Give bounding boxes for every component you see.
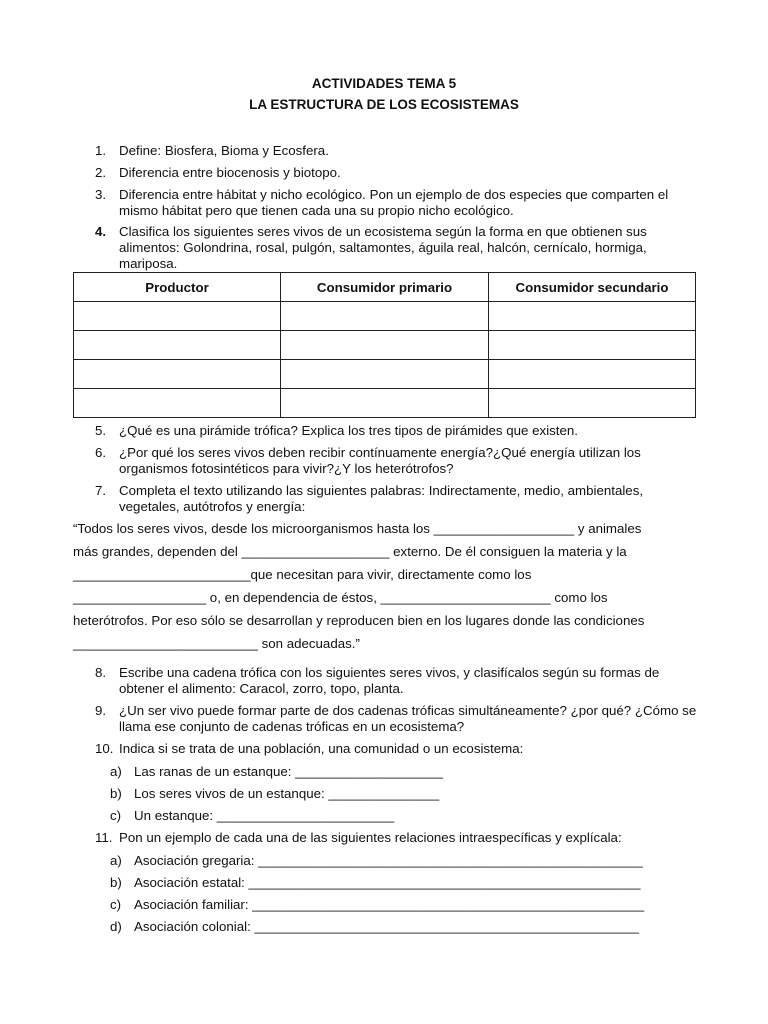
question-text: Define: Biosfera, Bioma y Ecosfera. xyxy=(119,143,329,158)
table-cell[interactable] xyxy=(281,360,489,389)
table-header-row xyxy=(74,273,696,302)
fill-text-line: _________________________ son adecuadas.” xyxy=(73,636,360,651)
table-cell[interactable] xyxy=(281,389,489,418)
page-subtitle: LA ESTRUCTURA DE LOS ECOSISTEMAS xyxy=(249,97,519,112)
option-text: Asociación colonial: ____________________________________________________ xyxy=(134,919,640,934)
question-text: Diferencia entre hábitat y nicho ecológico. Pon un ejemplo de dos especies que comparten el mismo hábitat pero que tienen cada una su propio nicho ecológico. xyxy=(119,187,669,218)
fill-text-line: ________________________que necesitan para vivir, directamente como los xyxy=(73,567,532,582)
q11-option-d xyxy=(110,919,710,935)
option-text: Las ranas de un estanque: ____________________ xyxy=(134,764,444,779)
question-text: Indica si se trata de una población, una comunidad o un ecosistema: xyxy=(119,741,524,756)
table-cell[interactable] xyxy=(281,331,489,360)
question-text: Pon un ejemplo de cada una de las siguientes relaciones intraespecíficas y explícala: xyxy=(119,830,622,845)
fill-text-line: __________________ o, en dependencia de éstos, _______________________ como los xyxy=(73,590,608,605)
table-cell[interactable] xyxy=(489,302,696,331)
q11-option-b xyxy=(110,875,710,891)
question-number: 2. xyxy=(95,165,107,180)
option-letter: b) xyxy=(110,786,122,801)
q10-option-c xyxy=(110,808,710,824)
table-row xyxy=(74,389,696,418)
header-consumidor-primario: Consumidor primario xyxy=(281,273,489,302)
q10-option-b xyxy=(110,786,710,802)
table-row xyxy=(74,331,696,360)
question-text: Clasifica los siguientes seres vivos de un ecosistema según la forma en que obtienen sus alimentos: Golondrina, rosal, pulgón, saltamontes, águila real, halcón, cernícalo, hormiga, mariposa. xyxy=(119,224,647,271)
table-cell[interactable] xyxy=(74,331,281,360)
question-number: 3. xyxy=(95,187,107,202)
option-letter: d) xyxy=(110,919,122,934)
question-number: 9. xyxy=(95,703,107,718)
table-row xyxy=(74,302,696,331)
question-text: Completa el texto utilizando las siguientes palabras: Indirectamente, medio, ambientales, vegetales, autótrofos y energía: xyxy=(119,483,644,514)
header-productor: Productor xyxy=(74,273,281,302)
table-cell[interactable] xyxy=(489,331,696,360)
question-text: ¿Por qué los seres vivos deben recibir contínuamente energía?¿Qué energía utilizan los organismos fotosintéticos para vivir?¿Y los heterótrofos? xyxy=(119,445,641,476)
table-cell[interactable] xyxy=(74,360,281,389)
table-cell[interactable] xyxy=(74,302,281,331)
header-consumidor-secundario: Consumidor secundario xyxy=(489,273,696,302)
question-number: 8. xyxy=(95,665,107,680)
page-title: ACTIVIDADES TEMA 5 xyxy=(311,76,457,91)
question-number: 1. xyxy=(95,143,107,158)
table-cell[interactable] xyxy=(74,389,281,418)
classification-table xyxy=(73,272,696,418)
table-cell[interactable] xyxy=(489,389,696,418)
question-text: ¿Un ser vivo puede formar parte de dos cadenas tróficas simultáneamente? ¿por qué? ¿Cómo se llama ese conjunto de cadenas tróficas en un ecosistema? xyxy=(119,703,697,734)
option-letter: c) xyxy=(110,808,122,823)
question-number: 11. xyxy=(95,830,113,845)
q10-option-a xyxy=(110,764,710,780)
q11-option-c xyxy=(110,897,710,913)
question-text: Diferencia entre biocenosis y biotopo. xyxy=(119,165,341,180)
option-letter: c) xyxy=(110,897,122,912)
option-text: Asociación estatal: _____________________________________________________ xyxy=(134,875,641,890)
option-letter: b) xyxy=(110,875,122,890)
question-number: 5. xyxy=(95,423,107,438)
table-cell[interactable] xyxy=(489,360,696,389)
option-letter: a) xyxy=(110,853,122,868)
fill-text-line: “Todos los seres vivos, desde los microorganismos hasta los ___________________ y animales xyxy=(73,521,642,536)
fill-text-line: heterótrofos. Por eso sólo se desarrollan y reproducen bien en los lugares donde las condiciones xyxy=(73,613,645,628)
option-text: Asociación familiar: _____________________________________________________ xyxy=(134,897,645,912)
option-text: Los seres vivos de un estanque: _______________ xyxy=(134,786,440,801)
option-text: Asociación gregaria: ____________________________________________________ xyxy=(134,853,643,868)
question-number: 4. xyxy=(95,224,107,239)
question-text: ¿Qué es una pirámide trófica? Explica los tres tipos de pirámides que existen. xyxy=(119,423,578,438)
question-text: Escribe una cadena trófica con los siguientes seres vivos, y clasifícalos según su formas de obtener el alimento: Caracol, zorro, topo, planta. xyxy=(119,665,660,696)
table-row xyxy=(74,360,696,389)
option-text: Un estanque: ________________________ xyxy=(134,808,395,823)
option-letter: a) xyxy=(110,764,122,779)
question-number: 7. xyxy=(95,483,107,498)
fill-text-line: más grandes, dependen del ____________________ externo. De él consiguen la materia y la xyxy=(73,544,627,559)
question-number: 10. xyxy=(95,741,114,756)
table-cell[interactable] xyxy=(281,302,489,331)
q11-option-a xyxy=(110,853,710,869)
question-number: 6. xyxy=(95,445,107,460)
